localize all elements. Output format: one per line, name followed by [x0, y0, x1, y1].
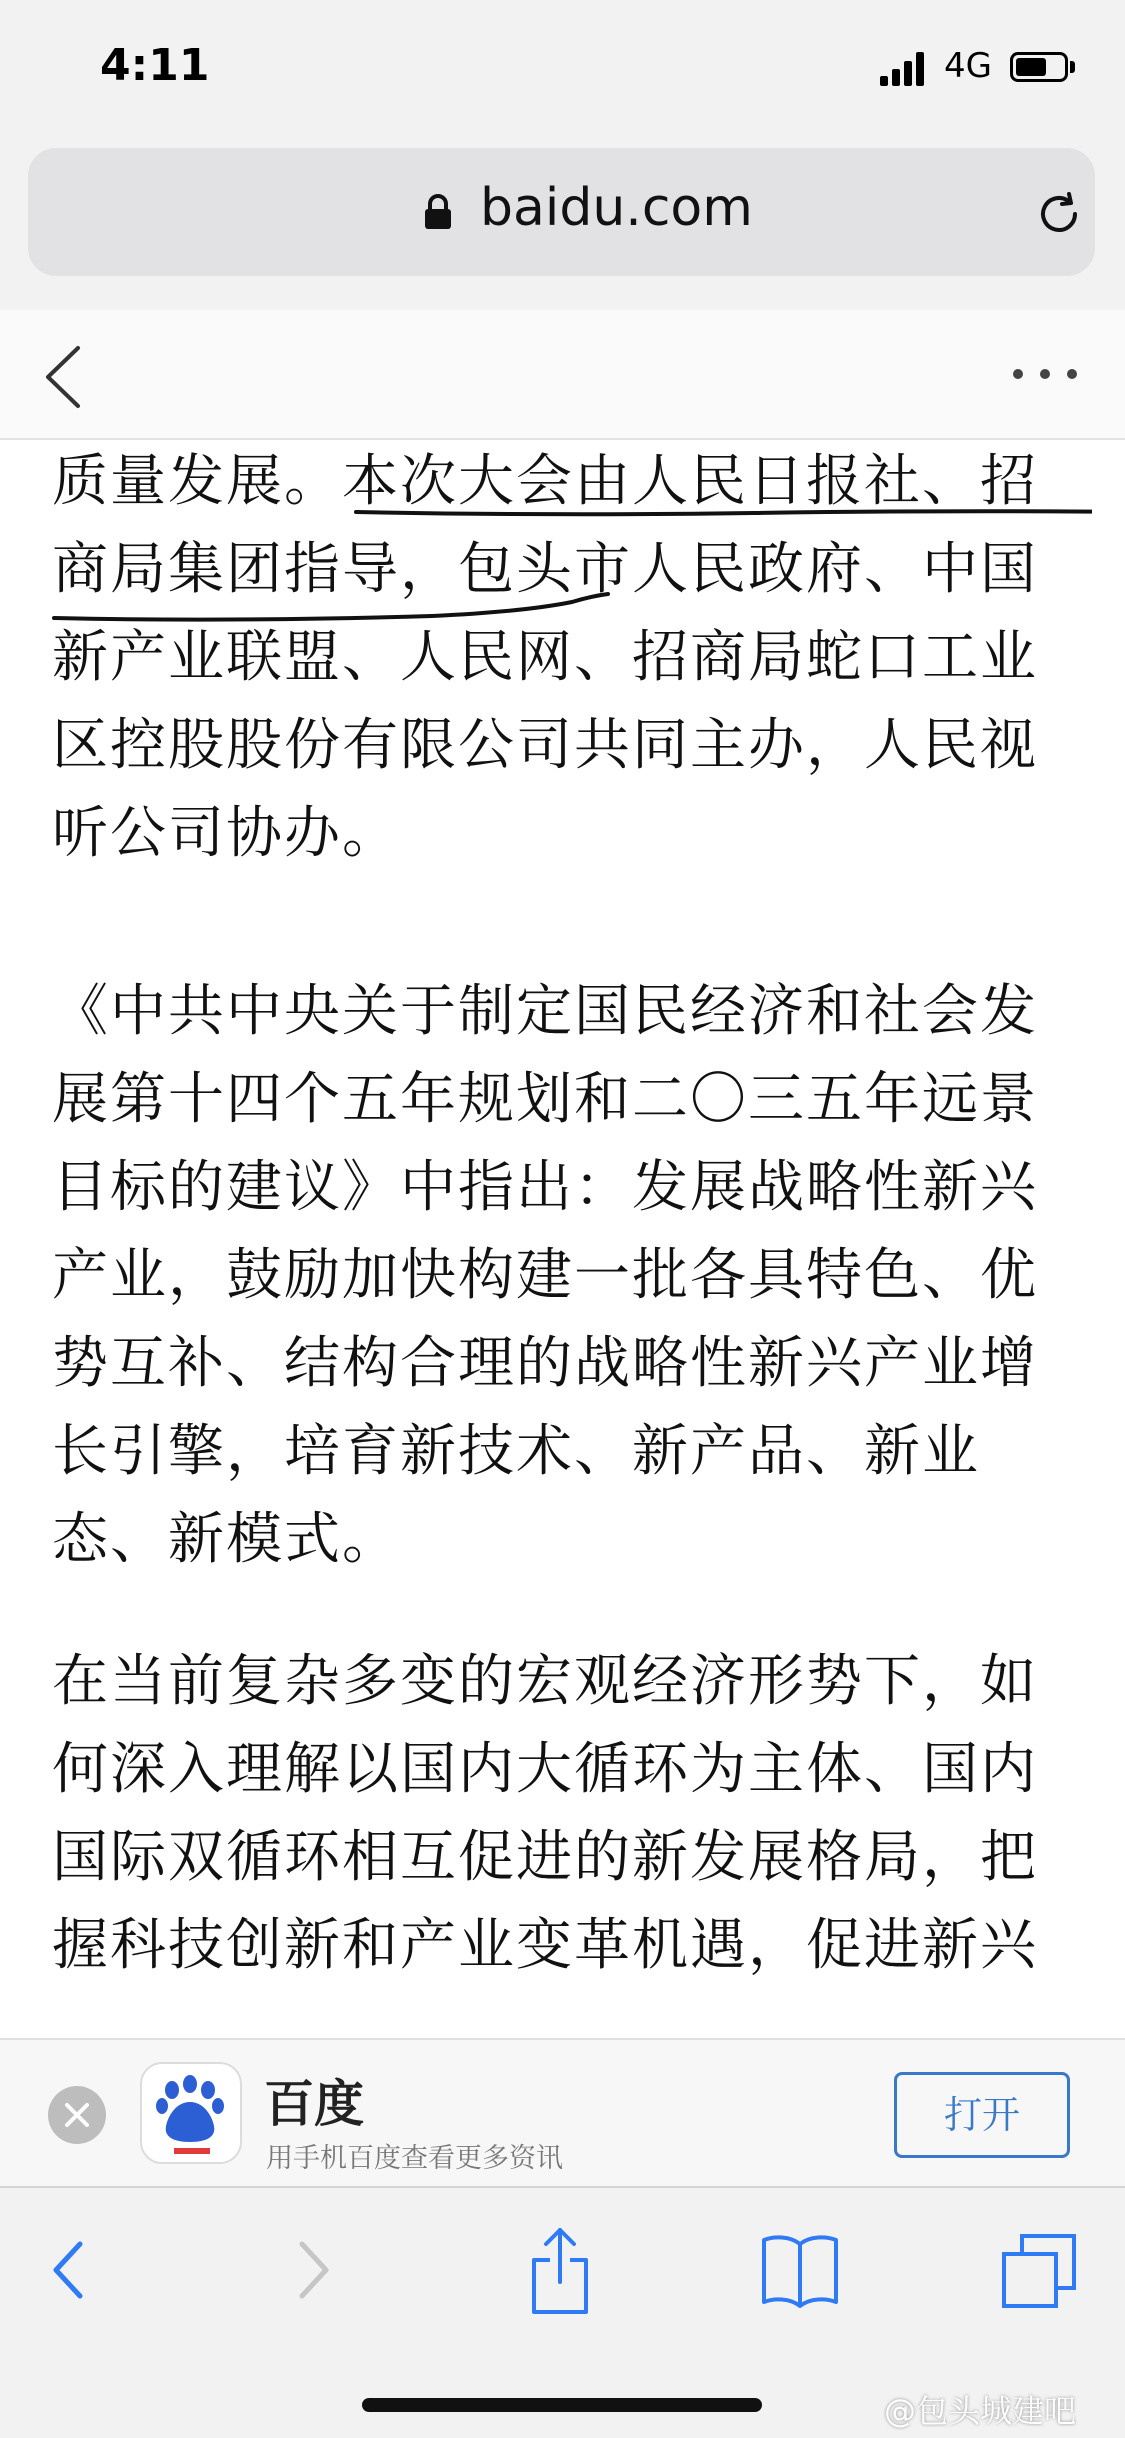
bookmarks-icon[interactable] [760, 2232, 840, 2308]
reload-icon[interactable] [1035, 190, 1083, 238]
text-line: 产业，鼓励加快构建一批各具特色、优 [52, 1243, 1038, 1308]
baidu-app-icon[interactable] [140, 2062, 242, 2164]
article-paragraph-2 [52, 968, 1038, 1584]
text-line: 何深入理解以国内大循环为主体、国内 [52, 1737, 1038, 1802]
text-line: 区控股股份有限公司共同主办，人民视 [52, 713, 1038, 778]
close-banner-button[interactable] [48, 2086, 106, 2144]
article-paragraph-3 [52, 1638, 1038, 1990]
text-line: 质量发展。本次大会由人民日报社、招 [52, 449, 1038, 514]
page-navigation [0, 310, 1125, 440]
app-name: 百度 [264, 2075, 364, 2133]
back-icon[interactable] [48, 2238, 88, 2302]
open-app-button[interactable]: 打开 [894, 2072, 1070, 2158]
browser-toolbar [0, 2186, 1125, 2438]
share-icon[interactable] [528, 2226, 592, 2316]
app-subtitle: 用手机百度查看更多资讯 [266, 2143, 563, 2174]
home-indicator [362, 2398, 762, 2412]
text-line: 商局集团指导，包头市人民政府、中国 [52, 537, 1038, 602]
close-icon [62, 2100, 92, 2130]
network-type: 4G [944, 46, 992, 86]
text-line: 听公司协办。 [52, 801, 400, 866]
tabs-icon[interactable] [1000, 2232, 1078, 2310]
text-line: 长引擎，培育新技术、新产品、新业 [52, 1419, 980, 1484]
watermark: @包头城建吧 [884, 2392, 1077, 2430]
text-line: 握科技创新和产业变革机遇，促进新兴 [52, 1913, 1038, 1978]
text-line: 展第十四个五年规划和二〇三五年远景 [52, 1067, 1038, 1132]
status-time: 4:11 [100, 40, 210, 91]
lock-icon [423, 194, 453, 230]
handwritten-underline [354, 504, 1092, 520]
text-line: 在当前复杂多变的宏观经济形势下，如 [52, 1649, 1038, 1714]
battery-tip [1070, 61, 1075, 73]
text-line: 国际双循环相互促进的新发展格局，把 [52, 1825, 1038, 1890]
text-line: 新产业联盟、人民网、招商局蛇口工业 [52, 625, 1038, 690]
address-bar[interactable] [28, 148, 1095, 276]
text-line: 态、新模式。 [52, 1507, 400, 1572]
address-area [0, 140, 1125, 312]
text-line: 目标的建议》中指出：发展战略性新兴 [52, 1155, 1038, 1220]
text-line: 《中共中央关于制定国民经济和社会发 [52, 979, 1038, 1044]
handwritten-underline [52, 590, 612, 624]
signal-strength-icon [880, 52, 930, 86]
chevron-left-icon[interactable] [42, 344, 86, 410]
battery-icon [1010, 52, 1068, 82]
forward-icon[interactable] [294, 2238, 334, 2302]
more-horizontal-icon[interactable] [1010, 366, 1080, 382]
text-line: 势互补、结构合理的战略性新兴产业增 [52, 1331, 1038, 1396]
app-download-banner [0, 2038, 1125, 2188]
url-text[interactable]: baidu.com [480, 178, 753, 238]
status-bar [0, 0, 1125, 140]
baidu-paw-icon [142, 2064, 240, 2162]
article-body [52, 438, 1092, 2038]
